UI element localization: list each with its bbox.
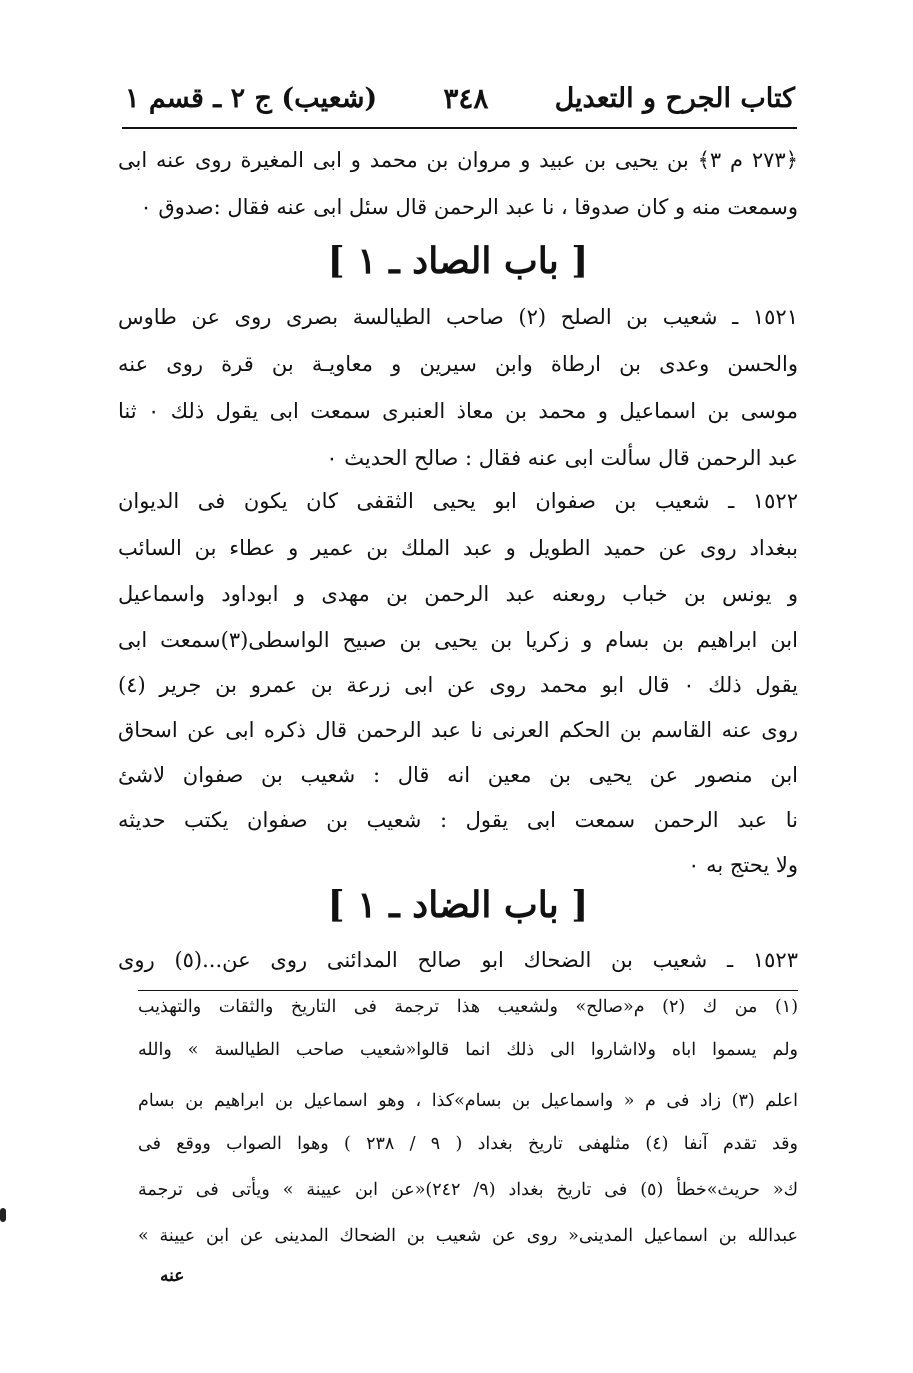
text-line: وسمعت منه و كان صدوقا ، نا عبد الرحمن قال سئل ابى عنه فقال :صدوق ٠	[140, 195, 798, 219]
text-line: ﴿٢٧٣ م ٣﴾ بن يحيى بن عبيد و مروان بن محمد و ابى المغيرة روى عنه ابى	[118, 148, 799, 172]
footnote-line: (١) من ك (٢) م«صالح» ولشعيب هذا ترجمة فى التاريخ والثقات والتهذيب	[138, 997, 799, 1017]
running-header	[125, 70, 795, 126]
book-title: كتاب الجرح و التعديل	[554, 82, 795, 114]
text-line: ابن ابراهيم بن بسام و زكريا بن يحيى بن صبيح الواسطى(٣)سمعت ابى	[118, 628, 798, 652]
text-line: ببغداد روى عن حميد الطويل و عبد الملك بن عمير و عطاء بن السائب	[118, 536, 798, 560]
footnote-line: عبدالله بن اسماعيل المدينى« روى عن شعيب بن الضحاك المدينى عن ابن عيينة »	[138, 1226, 798, 1246]
footnote-line: وقد تقدم آنفا (٤) مثلهفى تاريخ بغداد ( ٩ / ٢٣٨ ) وهوا الصواب ووقع فى	[138, 1134, 798, 1154]
section-reference: (شعيب) ج ٢ ـ قسم ١	[125, 82, 378, 114]
chapter-heading-dad: [ باب الضاد ـ ١ ]	[327, 884, 589, 926]
footnote-line: اعلم (٣) زاد فى م « واسماعيل بن بسام»كذا ، وهو اسماعيل بن ابراهيم بن بسام	[138, 1091, 798, 1111]
page-number: ٣٤٨	[443, 81, 489, 115]
catchword: عنه	[160, 1266, 185, 1286]
text-line: والحسن وعدى بن ارطاة وابن سيرين و معاويـة بن قرة روى عنه	[118, 352, 798, 376]
header-rule	[122, 127, 797, 129]
text-line: روى عنه القاسم بن الحكم العرنى نا عبد الرحمن قال ذكره ابى عن اسحاق	[118, 718, 798, 742]
text-line: ١٥٢٣ ـ شعيب بن الضحاك ابو صالح المدائنى روى عن...(٥) روى	[118, 948, 798, 972]
text-line: ١٥٢١ ـ شعيب بن الصلح (٢) صاحب الطيالسة بصرى روى عن طاوس	[118, 305, 798, 329]
chapter-heading-sad: [ باب الصاد ـ ١ ]	[327, 240, 589, 282]
footnote-line: ولم يسموا اباه ولااشاروا الى ذلك انما قالوا«شعيب صاحب الطيالسة » والله	[138, 1040, 798, 1060]
text-line: عبد الرحمن قال سألت ابى عنه فقال : صالح الحديث ٠	[326, 446, 798, 470]
text-line: و يونس بن خباب روىعنه عبد الرحمن بن مهدى و ابوداود واسماعيل	[118, 582, 798, 606]
text-line: ولا يحتج به ٠	[688, 853, 798, 877]
footnote-rule	[138, 990, 798, 991]
text-line: موسى بن اسماعيل و محمد بن معاذ العنبرى سمعت ابى يقول ذلك ٠ ثنا	[118, 399, 798, 423]
text-line: يقول ذلك ٠ قال ابو محمد روى عن ابى زرعة بن عمرو بن جرير (٤)	[118, 673, 798, 697]
text-line: ابن منصور عن يحيى بن معين انه قال : شعيب بن صفوان لاشئ	[118, 763, 798, 787]
footnote-line: ك« حريث»خطأ (٥) فى تاريخ بغداد (٩/ ٢٤٢)«عن ابن عيينة » ويأتى فى ترجمة	[138, 1180, 799, 1200]
scan-edge-mark	[0, 1208, 6, 1222]
text-line: نا عبد الرحمن سمعت ابى يقول : شعيب بن صفوان يكتب حديثه	[118, 808, 798, 832]
text-line: ١٥٢٢ ـ شعيب بن صفوان ابو يحيى الثقفى كان يكون فى الديوان	[118, 489, 798, 513]
